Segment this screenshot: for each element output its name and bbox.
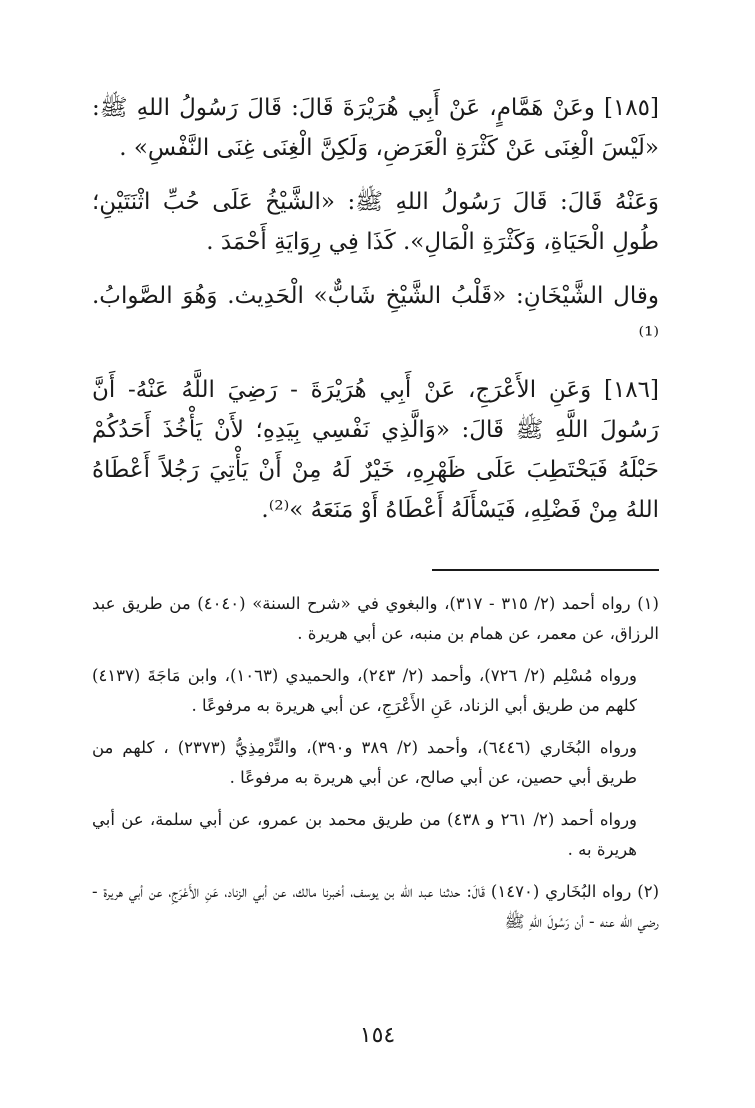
page-number: ١٥٤ [359, 1023, 396, 1048]
footnote-divider [432, 569, 659, 571]
footnote-1: (١) رواه أحمد (٢/ ٣١٥ - ٣١٧)، والبغوي في «شرح السنة» (٤٠٤٠) من طريق عبد الرزاق، عن معمر، عن همام بن منبه، عن أبي هريرة . [92, 594, 659, 643]
shaykhan-note: وقال الشَّيْخَانِ: «قَلْبُ الشَّيْخِ شَابٌّ» الْحَدِيث. وَهُوَ الصَّوابُ.⁽¹⁾ [92, 283, 659, 349]
main-text [92, 88, 659, 544]
footnote-2: (٢) رواه البُخَاري (١٤٧٠) قَالَ: حدثنا عبد الله بن يوسف، أخبرنا مالك، عن أبي الزناد، عَنِ الأَعْرَجِ، عن أبي هريرة - رضي الله عنه - أن رَسُولَ اللهِ ﷺ [92, 882, 659, 931]
footnote-1-bukhari: ورواه البُخَاري (٦٤٤٦)، وأحمد (٢/ ٣٨٩ و٣٩٠)، والتِّرْمِذِيُّ (٢٣٧٣) ، كلهم من طريق أبي حصين، عن أبي صالح، عن أبي هريرة به مرفوعًا . [92, 738, 637, 787]
hadith-185-second-narration: وَعَنْهُ قَالَ: قَالَ رَسُولُ اللهِ ﷺ: «الشَّيْخُ عَلَى حُبِّ اثْنَتَيْنِ؛ طُولِ الْحَيَاةِ، وَكَثْرَةِ الْمَالِ». كَذَا فِي رِوَايَةِ أَحْمَدَ . [92, 189, 659, 255]
footnote-1-muslim: ورواه مُسْلِم (٢/ ٧٢٦)، وأحمد (٢/ ٢٤٣)، والحميدي (١٠٦٣)، وابن مَاجَةَ (٤١٣٧) كلهم من طريق أبي الزناد، عَنِ الأَعْرَجِ، عن أبي هريرة به مرفوعًا . [92, 666, 637, 715]
footnote-1-ahmad: ورواه أحمد (٢/ ٢٦١ و ٤٣٨) من طريق محمد بن عمرو، عن أبي سلمة، عن أبي هريرة به . [92, 810, 638, 859]
footnotes [92, 589, 659, 949]
hadith-185-paragraph: [١٨٥] وعَنْ هَمَّامٍ، عَنْ أَبِي هُرَيْرَةَ قَالَ: قَالَ رَسُولُ اللهِ ﷺ: «لَيْسَ الْغِنَى عَنْ كَثْرَةِ الْعَرَضِ، وَلَكِنَّ الْغِنَى غِنَى النَّفْسِ» . [92, 95, 659, 161]
hadith-186-paragraph: [١٨٦] وَعَنِ الأَعْرَجِ، عَنْ أَبِي هُرَيْرَةَ - رَضِيَ اللَّهُ عَنْهُ- أَنَّ رَسُولَ اللَّهِ ﷺ قَالَ: «وَالَّذِي نَفْسِي بِيَدِهِ؛ لأَنْ يَأْخُذَ أَحَدُكُمْ حَبْلَهُ فَيَحْتَطِبَ عَلَى ظَهْرِهِ، خَيْرٌ لَهُ مِنْ أَنْ يَأْتِيَ رَجُلاً أَعْطَاهُ اللهُ مِنْ فَضْلِهِ، فَيَسْأَلَهُ أَعْطَاهُ أَوْ مَنَعَهُ »⁽²⁾. [92, 377, 659, 523]
